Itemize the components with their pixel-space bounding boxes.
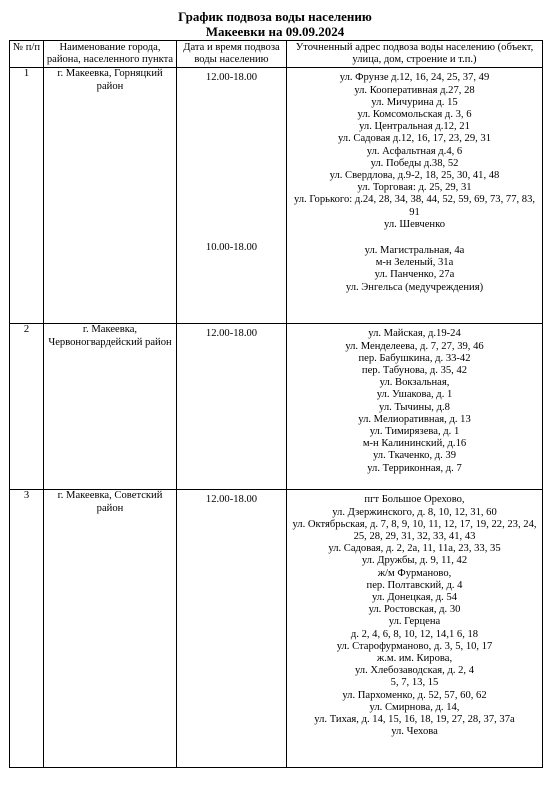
district-name: г. Макеевка, Горняцкий район	[44, 68, 177, 324]
address-line: ул. Тихая, д. 14, 15, 16, 18, 19, 27, 28, 37, 37а	[314, 714, 515, 726]
address-line: ул. Фрунзе д.12, 16, 24, 25, 37, 49	[339, 72, 490, 84]
address-block	[289, 68, 540, 231]
address-line: ул. Панченко, 27а	[374, 269, 455, 281]
header-name: Наименование города, района, населенного пункта	[44, 41, 177, 68]
table-row	[10, 490, 543, 768]
address-line: м-н Зеленый, 31а	[375, 257, 454, 269]
address-line: пер. Полтавский, д. 4	[366, 579, 463, 591]
address-line: ж/м Фурманово,	[377, 567, 452, 579]
address-line: ул. Ростовская, д. 30	[368, 604, 461, 616]
address-line: ул. Центральная д.12, 21	[359, 121, 470, 133]
address-line: ул. Магистральная, 4а	[364, 245, 465, 257]
address-line: ул. Донецкая, д. 54	[371, 592, 458, 604]
delivery-time-cell	[177, 490, 287, 768]
address-line: ул. Дзержинского, д. 8, 10, 12, 31, 60	[332, 506, 497, 518]
address-line: пер. Табунова, д. 35, 42	[361, 365, 468, 377]
delivery-time: 12.00-18.00	[205, 494, 258, 506]
address-line: ул. Вокзальная,	[379, 377, 450, 389]
table-row	[10, 324, 543, 490]
address-line: ул. Пархоменко, д. 52, 57, 60, 62	[342, 689, 487, 701]
row-number: 3	[10, 490, 44, 768]
address-line: ул. Менделеева, д. 7, 27, 39, 46	[345, 340, 484, 352]
address-line: ул. Свердлова, д.9-2, 18, 25, 30, 41, 48	[329, 170, 500, 182]
address-line: ул. Тимирязева, д. 1	[369, 426, 460, 438]
address-line: пер. Бабушкина, д. 33-42	[358, 352, 471, 364]
address-line: пгт Большое Орехово,	[364, 494, 465, 506]
address-block	[289, 324, 540, 474]
row-number: 1	[10, 68, 44, 324]
title-line-2: Макеевки на 09.09.2024	[205, 24, 345, 39]
address-line: 5, 7, 13, 15	[390, 677, 439, 689]
address-block	[289, 490, 540, 738]
address-block	[289, 241, 540, 294]
address-line: ул. Кооперативная д.27, 28	[354, 84, 475, 96]
address-line: ул. Мичурина д. 15	[371, 96, 458, 108]
address-cell	[287, 490, 543, 768]
address-line: ул. Хлебозаводская, д. 2, 4	[354, 665, 475, 677]
address-line: ул. Асфальтная д.4, 6	[366, 145, 463, 157]
header-num: № п/п	[10, 41, 44, 68]
address-cell	[287, 68, 543, 324]
header-time: Дата и время подвоза воды населению	[177, 41, 287, 68]
address-line: ул. Шевченко	[383, 218, 445, 230]
address-line: ул. Садовая, д. 2, 2а, 11, 11а, 23, 33, 35	[328, 543, 501, 555]
address-line: ул. Комсомольская д. 3, 6	[357, 109, 472, 121]
address-line: ул. Смирнова, д. 14,	[369, 701, 460, 713]
row-number: 2	[10, 324, 44, 490]
address-line: ул. Терриконная, д. 7	[367, 462, 462, 474]
address-line: ул. Тычины, д.8	[379, 401, 450, 413]
title-line-1: График подвоза воды населению	[178, 9, 372, 24]
delivery-time-cell	[177, 68, 287, 324]
address-line: ул. Победы д.38, 52	[370, 157, 459, 169]
address-line: ул. Дружбы, д. 9, 11, 42	[361, 555, 468, 567]
address-line: ул. Садовая д.12, 16, 17, 23, 29, 31	[337, 133, 492, 145]
district-name: г. Макеевка, Червоногвардейский район	[44, 324, 177, 490]
address-line: ул. Горького: д.24, 28, 34, 38, 44, 52, 59, 69, 73, 77, 83, 91	[293, 194, 536, 218]
address-line: ул. Мелиоративная, д. 13	[358, 413, 471, 425]
address-line: м-н Калининский, д.16	[362, 438, 467, 450]
table-body	[10, 68, 543, 768]
header-address: Уточненный адрес подвоза воды населению (объект, улица, дом, строение и т.п.)	[287, 41, 543, 68]
delivery-time-cell	[177, 324, 287, 490]
table-header-row	[10, 41, 543, 68]
address-line: ул. Энгельса (медучреждения)	[345, 281, 484, 293]
document-title	[0, 9, 550, 39]
delivery-time: 12.00-18.00	[205, 72, 258, 84]
delivery-time: 10.00-18.00	[205, 241, 258, 253]
delivery-time: 12.00-18.00	[205, 328, 258, 340]
address-line: ж.м. им. Кирова,	[376, 653, 453, 665]
water-schedule-table	[9, 40, 543, 768]
address-line: ул. Ткаченко, д. 39	[372, 450, 457, 462]
address-line: ул. Ушакова, д. 1	[376, 389, 453, 401]
address-line: д. 2, 4, 6, 8, 10, 12, 14,1 6, 18	[350, 628, 479, 640]
address-cell	[287, 324, 543, 490]
address-line: ул. Майская, д.19-24	[368, 328, 461, 340]
table-row	[10, 68, 543, 324]
address-line: ул. Старофурманово, д. 3, 5, 10, 17	[336, 640, 493, 652]
address-line: ул. Октябрьская, д. 7, 8, 9, 10, 11, 12, 17, 19, 22, 23, 24, 25, 28, 29, 31, 32, 33, 41, 43	[292, 518, 537, 543]
address-line: ул. Чехова	[391, 726, 438, 738]
address-line: ул. Герцена	[388, 616, 441, 628]
address-line: ул. Торговая: д. 25, 29, 31	[357, 182, 472, 194]
district-name: г. Макеевка, Советский район	[44, 490, 177, 768]
